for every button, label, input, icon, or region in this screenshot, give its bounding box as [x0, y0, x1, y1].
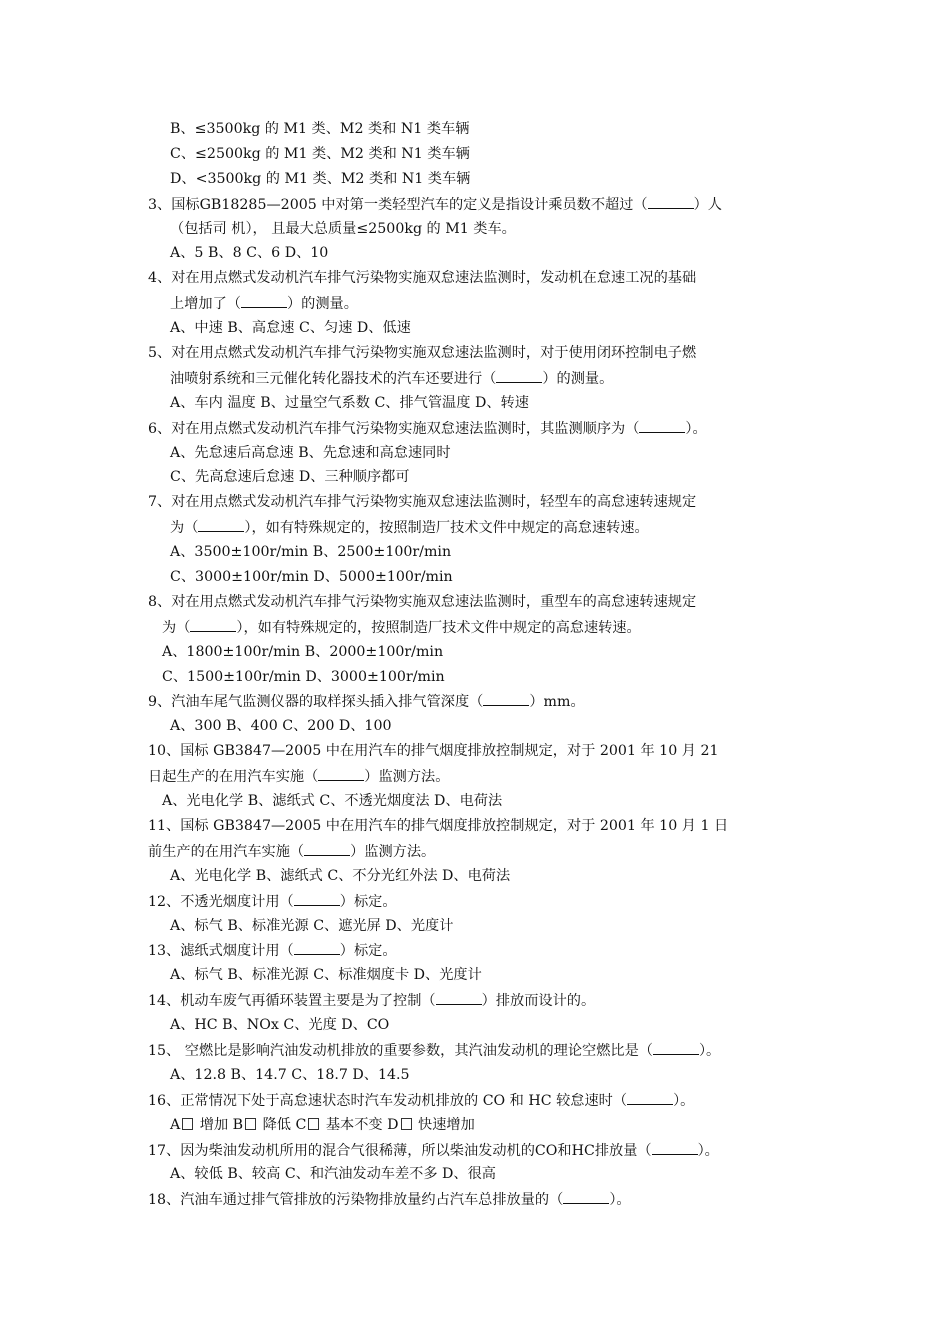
line-text: A、标气 B、标准光源 C、标准烟度卡 D、光度计 [170, 967, 482, 984]
line-text: 为（ [170, 520, 199, 537]
line-text: C、≤2500kg 的 M1 类、M2 类和 N1 类车辆 [170, 145, 470, 162]
answer-blank[interactable] [627, 1088, 673, 1105]
line-text: 17、因为柴油发动机所用的混合气很稀薄，所以柴油发动机的CO和HC排放量（ [148, 1142, 652, 1159]
line-text-after: ）。 [698, 1042, 721, 1059]
text-line [148, 316, 818, 341]
line-text: 上增加了（ [170, 296, 241, 313]
line-text: 10、国标 GB3847—2005 中在用汽车的排气烟度排放控制规定，对于 2001 年 10 月 21 [148, 743, 719, 760]
answer-blank[interactable] [318, 764, 364, 781]
answer-blank[interactable] [483, 689, 529, 706]
checkbox-icon [182, 1118, 193, 1130]
answer-blank[interactable] [639, 416, 685, 433]
answer-blank[interactable] [294, 889, 340, 906]
line-text: 12、不透光烟度计用（ [148, 893, 294, 910]
line-text-after: ）监测方法。 [350, 843, 436, 860]
line-text-after: ）。 [609, 1192, 631, 1209]
text-line [148, 640, 818, 665]
text-line [148, 565, 818, 590]
line-text: A、光电化学 B、滤纸式 C、不透光烟度法 D、电荷法 [162, 793, 503, 810]
answer-blank[interactable] [190, 615, 236, 632]
answer-blank[interactable] [652, 1138, 698, 1155]
text-line [148, 167, 818, 192]
text-line [148, 739, 818, 764]
line-text: D、<3500kg 的 M1 类、M2 类和 N1 类车辆 [170, 170, 471, 187]
line-text: 5、对在用点燃式发动机汽车排气污染物实施双怠速法监测时，对于使用闭环控制电子燃 [148, 345, 697, 362]
line-text: 8、对在用点燃式发动机汽车排气污染物实施双怠速法监测时，重型车的高怠速转速规定 [148, 593, 697, 610]
text-line [148, 1063, 818, 1088]
line-text: A、标气 B、标准光源 C、遮光屏 D、光度计 [170, 917, 454, 934]
line-text: C、先高怠速后怠速 D、三种顺序都可 [170, 469, 410, 486]
text-line [148, 764, 818, 789]
text-line [148, 540, 818, 565]
text-line [148, 814, 818, 839]
text-line [148, 490, 818, 515]
line-text: 3、国标GB18285—2005 中对第一类轻型汽车的定义是指设计乘员数不超过（ [148, 196, 648, 213]
line-text-after: ）人 [693, 196, 722, 213]
line-text-after: ）的测量。 [286, 296, 358, 313]
line-text-after: ）标定。 [339, 893, 397, 910]
text-line [148, 1088, 818, 1113]
text-line [148, 889, 818, 914]
line-text: 4、对在用点燃式发动机汽车排气污染物实施双怠速法监测时，发动机在怠速工况的基础 [148, 270, 697, 287]
option-text: 降低 C [258, 1116, 307, 1133]
line-text-after: ），如有特殊规定的，按照制造厂技术文件中规定的高怠速转速。 [244, 520, 649, 537]
line-text: 16、正常情况下处于高怠速状态时汽车发动机排放的 CO 和 HC 较怠速时（ [148, 1092, 628, 1109]
line-text: 日起生产的在用汽车实施（ [148, 769, 319, 786]
text-line [148, 515, 818, 540]
line-text-after: ）监测方法。 [364, 769, 450, 786]
line-text: 18、汽油车通过排气管排放的污染物排放量约占汽车总排放量的（ [148, 1192, 564, 1209]
answer-blank[interactable] [294, 938, 340, 955]
line-text: A、光电化学 B、滤纸式 C、不分光红外法 D、电荷法 [170, 867, 511, 884]
text-line [148, 789, 818, 814]
text-line [148, 615, 818, 640]
text-line [148, 366, 818, 391]
text-line [148, 117, 818, 142]
line-text: A、先怠速后高怠速 B、先怠速和高怠速同时 [170, 444, 451, 461]
text-line [148, 341, 818, 366]
option-text: 快速增加 [413, 1116, 475, 1133]
line-text: 7、对在用点燃式发动机汽车排气污染物实施双怠速法监测时，轻型车的高怠速转速规定 [148, 494, 697, 511]
answer-blank[interactable] [563, 1187, 609, 1204]
text-line [148, 864, 818, 889]
line-text: 11、国标 GB3847—2005 中在用汽车的排气烟度排放控制规定，对于 2001 年 10 月 1 日 [148, 817, 729, 834]
answer-blank[interactable] [241, 291, 287, 308]
line-text: （包括司 机）， 且最大总质量≤2500kg 的 M1 类车。 [170, 220, 516, 237]
answer-blank[interactable] [198, 515, 244, 532]
line-text: 为（ [162, 619, 191, 636]
text-line [148, 241, 818, 266]
text-line [148, 938, 818, 963]
line-text-after: ）。 [697, 1142, 719, 1159]
line-text: A、3500±100r/min B、2500±100r/min [170, 544, 452, 561]
line-text-after: ）标定。 [339, 943, 397, 960]
option-text: 增加 B [195, 1116, 244, 1133]
line-text: A、HC B、NOx C、光度 D、CO [170, 1017, 390, 1034]
line-text: B、≤3500kg 的 M1 类、M2 类和 N1 类车辆 [170, 121, 470, 137]
text-line [148, 465, 818, 490]
text-line [148, 590, 818, 615]
line-text: 6、对在用点燃式发动机汽车排气污染物实施双怠速法监测时，其监测顺序为（ [148, 420, 640, 437]
line-text: A、车内 温度 B、过量空气系数 C、排气管温度 D、转速 [170, 394, 529, 411]
text-line [148, 1113, 818, 1138]
line-text: C、3000±100r/min D、5000±100r/min [170, 569, 453, 586]
line-text: A、12.8 B、14.7 C、18.7 D、14.5 [170, 1066, 410, 1083]
line-text: A、300 B、400 C、200 D、100 [170, 718, 392, 735]
text-line [148, 988, 818, 1013]
line-text-after: ）mm。 [529, 694, 585, 711]
text-line [148, 142, 818, 167]
checkbox-icon [308, 1118, 319, 1130]
line-text: 9、汽油车尾气监测仪器的取样探头插入排气管深度（ [148, 694, 484, 711]
answer-blank[interactable] [496, 366, 542, 383]
text-line [148, 192, 818, 217]
text-line [148, 416, 818, 441]
option-text: A [170, 1116, 181, 1133]
line-text: C、1500±100r/min D、3000±100r/min [162, 668, 445, 685]
text-line [148, 665, 818, 690]
line-text: 油喷射系统和三元催化转化器技术的汽车还要进行（ [170, 370, 497, 387]
line-text-after: ）。 [673, 1092, 695, 1109]
line-text-after: ）的测量。 [542, 370, 614, 387]
line-text: A、1800±100r/min B、2000±100r/min [162, 643, 444, 660]
text-line [148, 963, 818, 988]
option-text: 基本不变 D [321, 1116, 399, 1133]
text-line [148, 1013, 818, 1038]
line-text-after: ），如有特殊规定的，按照制造厂技术文件中规定的高怠速转速。 [236, 619, 641, 636]
line-text: 前生产的在用汽车实施（ [148, 843, 305, 860]
line-text-after: ）。 [685, 420, 707, 437]
answer-blank[interactable] [648, 192, 694, 209]
text-line [148, 217, 818, 242]
text-line [148, 1187, 818, 1212]
text-line [148, 1162, 818, 1187]
text-line [148, 1138, 818, 1163]
answer-blank[interactable] [653, 1038, 699, 1055]
answer-blank[interactable] [304, 839, 350, 856]
answer-blank[interactable] [436, 988, 482, 1005]
checkbox-icon [245, 1118, 256, 1130]
text-line [148, 291, 818, 316]
line-text-after: ）排放而设计的。 [481, 993, 596, 1010]
line-text: 15、 空燃比是影响汽油发动机排放的重要参数，其汽油发动机的理论空燃比是（ [148, 1042, 653, 1059]
text-line [148, 839, 818, 864]
text-line [148, 914, 818, 939]
text-line [148, 689, 818, 714]
text-line [148, 391, 818, 416]
text-line [148, 1038, 818, 1063]
line-text: 14、机动车废气再循环装置主要是为了控制（ [148, 993, 436, 1010]
text-line [148, 441, 818, 466]
line-text: 13、滤纸式烟度计用（ [148, 943, 294, 960]
line-text: A、中速 B、高怠速 C、匀速 D、低速 [170, 320, 411, 337]
line-text: A、5 B、8 C、6 D、10 [170, 245, 329, 262]
line-text: A、较低 B、较高 C、和汽油发动车差不多 D、很高 [170, 1166, 496, 1183]
text-line [148, 714, 818, 739]
question-list [148, 117, 818, 1212]
checkbox-icon [401, 1118, 412, 1130]
text-line [148, 266, 818, 291]
